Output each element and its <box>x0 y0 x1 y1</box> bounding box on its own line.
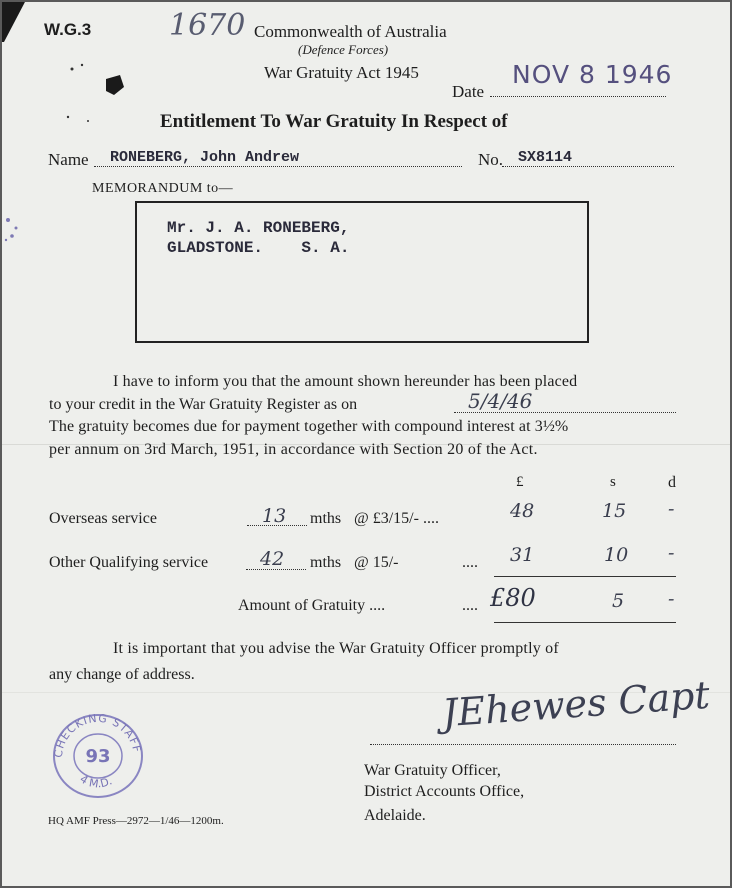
overseas-mths: mths <box>310 510 342 527</box>
overseas-rate: @ £3/15/- .... <box>354 510 439 527</box>
overseas-months: 13 <box>262 505 287 527</box>
header-defence-forces: (Defence Forces) <box>298 42 389 57</box>
ink-specks <box>62 57 142 137</box>
officer-title3: Adelaide. <box>364 807 426 824</box>
memorandum-label: MEMORANDUM to— <box>92 181 234 196</box>
checking-staff-stamp <box>48 710 148 802</box>
other-shillings: 10 <box>604 544 629 566</box>
total-dots: .... <box>462 597 478 614</box>
para1-line1: I have to inform you that the amount shown hereunder has been placed <box>113 373 578 390</box>
total-shillings: 5 <box>612 590 625 612</box>
date-stamp: NOV 8 1946 <box>512 60 673 89</box>
other-pounds: 31 <box>510 544 535 566</box>
officer-title2: District Accounts Office, <box>364 783 525 800</box>
overseas-pounds: 48 <box>510 500 535 522</box>
para1-line4: per annum on 3rd March, 1951, in accordance with Section 20 of the Act. <box>49 441 538 458</box>
para1-line2: to your credit in the War Gratuity Register as on <box>49 396 358 413</box>
header-commonwealth: Commonwealth of Australia <box>254 22 447 41</box>
address-line2: GLADSTONE. S. A. <box>167 239 350 257</box>
officer-title1: War Gratuity Officer, <box>364 762 501 779</box>
total-label: Amount of Gratuity .... <box>238 597 386 614</box>
corner-tab-mark <box>0 0 40 44</box>
other-service-label: Other Qualifying service <box>49 554 209 571</box>
number-dotted-line <box>502 166 674 167</box>
other-months: 42 <box>260 548 285 570</box>
date-label: Date <box>452 82 485 101</box>
officer-signature: JEhewes Capt <box>440 672 712 736</box>
stamp-top-text: CHECKING STAFF <box>51 711 144 759</box>
name-dotted-line <box>94 166 462 167</box>
col-pounds-header: £ <box>516 474 524 490</box>
stamp-bottom-text: 4 M.D. <box>77 772 115 791</box>
file-number: 1670 <box>169 8 246 43</box>
signature-dotted-line <box>370 744 676 745</box>
address-box <box>135 201 589 343</box>
overseas-pence: - <box>668 498 675 520</box>
number-label: No. <box>478 150 504 169</box>
header-act: War Gratuity Act 1945 <box>264 63 419 82</box>
other-pence: - <box>668 542 675 564</box>
register-date: 5/4/46 <box>468 389 533 413</box>
number-value: SX8114 <box>518 149 573 166</box>
subtotal-rule <box>494 576 676 577</box>
date-dotted-line <box>490 96 666 97</box>
para1-line3: The gratuity becomes due for payment together with compound interest at 3½% <box>49 418 569 435</box>
purple-ink-specks <box>2 210 42 250</box>
name-label: Name <box>48 150 89 169</box>
col-pence-header: d <box>668 474 676 491</box>
stamp-number: 93 <box>85 746 111 767</box>
other-mths: mths <box>310 554 342 571</box>
overseas-shillings: 15 <box>602 500 627 522</box>
total-pounds: £80 <box>490 584 536 612</box>
overseas-service-label: Overseas service <box>49 510 157 527</box>
col-shillings-header: s <box>610 474 616 490</box>
name-value: RONEBERG, John Andrew <box>110 149 300 166</box>
printer-imprint: HQ AMF Press—2972—1/46—1200m. <box>48 815 224 827</box>
total-pence: - <box>668 588 675 610</box>
other-rate: @ 15/- <box>354 554 399 571</box>
para2-line2: any change of address. <box>49 666 195 683</box>
para2-line1: It is important that you advise the War Gratuity Officer promptly of <box>113 640 559 657</box>
address-line1: Mr. J. A. RONEBERG, <box>167 219 350 237</box>
form-code: W.G.3 <box>44 20 92 39</box>
total-rule <box>494 622 676 623</box>
other-rate-dots: .... <box>462 554 478 571</box>
form-title: Entitlement To War Gratuity In Respect of <box>160 111 508 132</box>
